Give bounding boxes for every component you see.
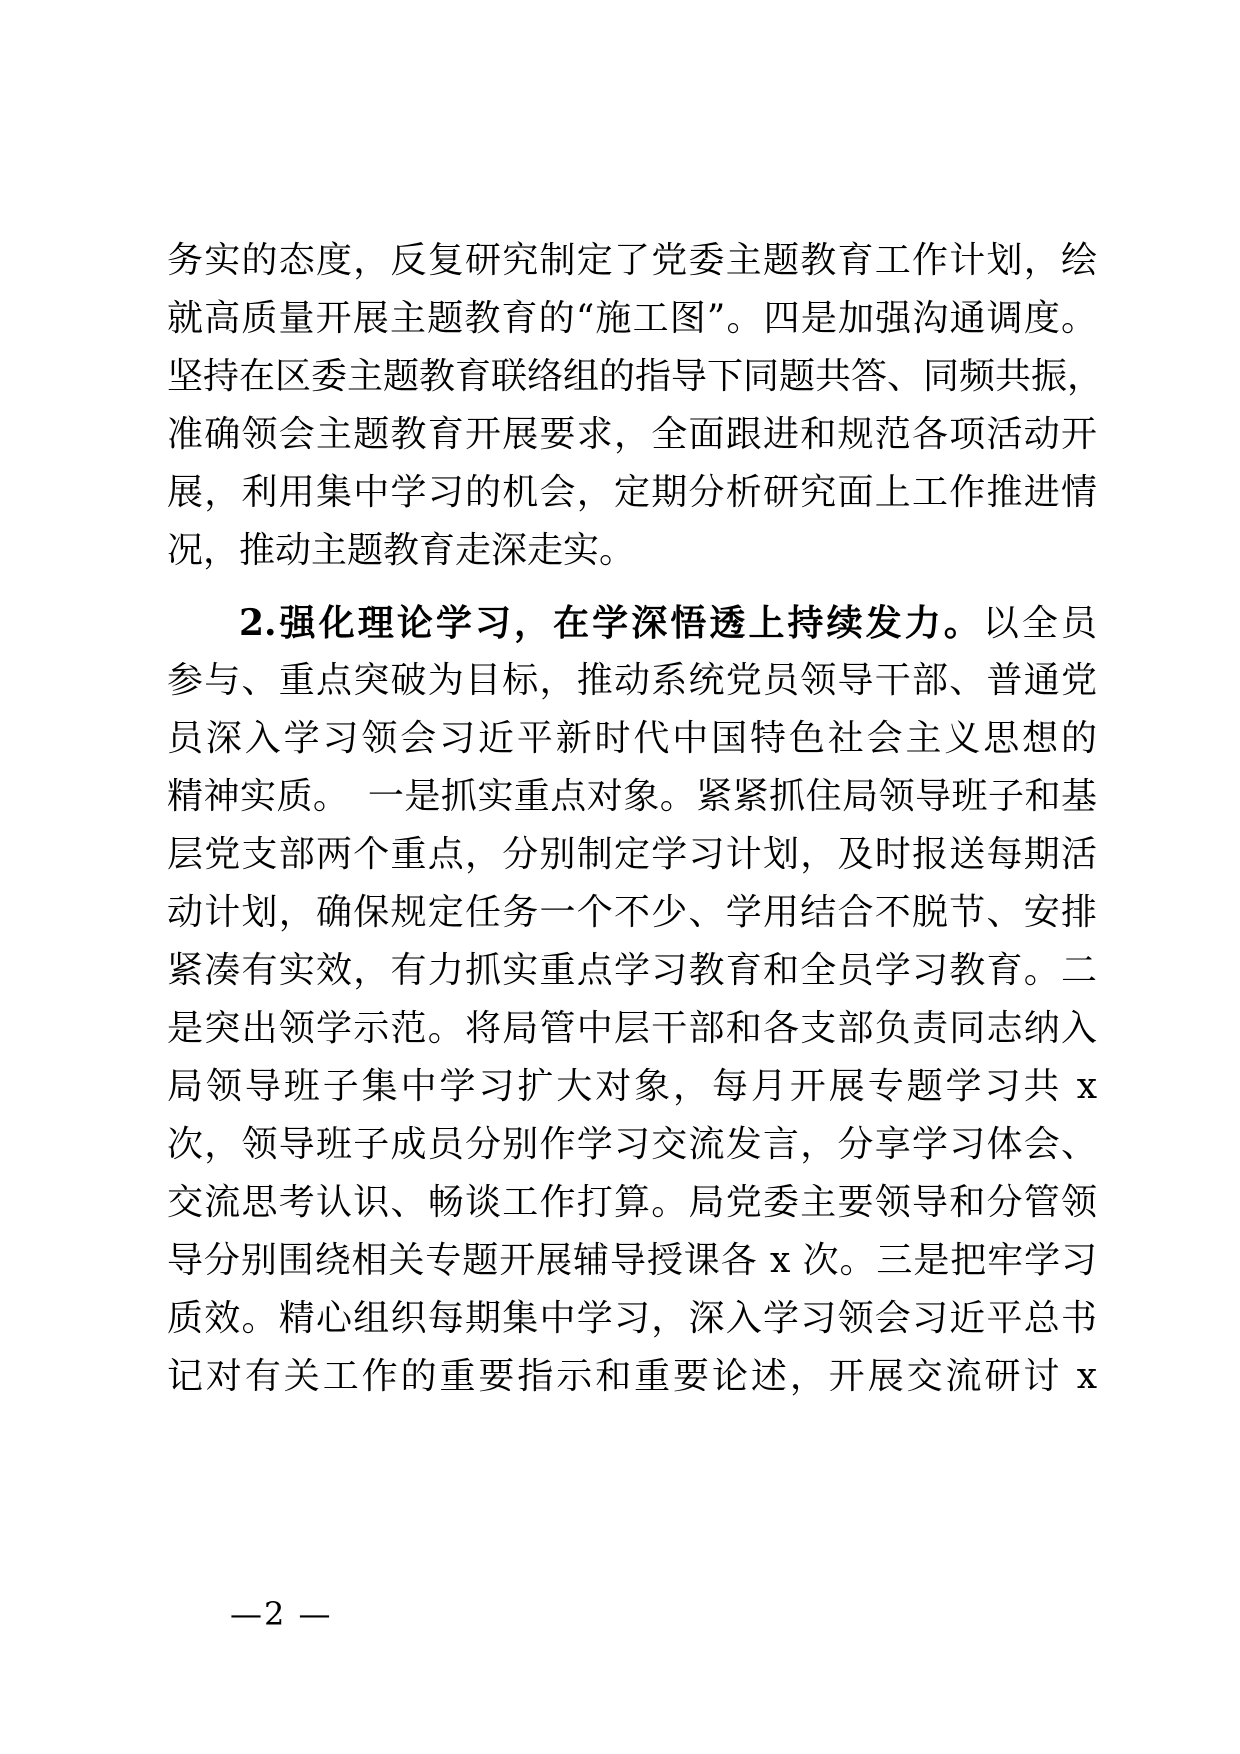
paragraph-line: 就高质量开展主题教育的“施工图”。四是加强沟通调度。 [167,298,1097,339]
paragraph-line: 局领导班子集中学习扩大对象，每月开展专题学习共 x [167,1066,1097,1107]
section-heading: 2.强化理论学习，在学深悟透上持续发力。 [239,602,983,644]
paragraph-line: 动计划，确保规定任务一个不少、学用结合不脱节、安排 [167,892,1097,933]
paragraph-line: 是突出领学示范。将局管中层干部和各支部负责同志纳入 [167,1008,1097,1049]
paragraph-2 [167,594,1097,1406]
paragraph-line: 况，推动主题教育走深走实。 [167,530,636,571]
paragraph-line: 记对有关工作的重要指示和重要论述，开展交流研讨 x [167,1356,1097,1397]
heading-continuation: 以全员 [982,603,1097,644]
paragraph-spacer [167,580,1097,594]
paragraph-line: 务实的态度，反复研究制定了党委主题教育工作计划，绘 [167,240,1097,281]
page-number: —2 — [230,1595,333,1633]
paragraph-line: 精神实质。 一是抓实重点对象。紧紧抓住局领导班子和基 [167,776,1097,817]
paragraph-line: 员深入学习领会习近平新时代中国特色社会主义思想的 [167,718,1097,759]
paragraph-line: 层党支部两个重点，分别制定学习计划，及时报送每期活 [167,834,1097,875]
paragraph-line: 坚持在区委主题教育联络组的指导下同题共答、同频共振， [167,356,1104,397]
paragraph-line: 次，领导班子成员分别作学习交流发言，分享学习体会、 [167,1124,1097,1165]
paragraph-line: 准确领会主题教育开展要求，全面跟进和规范各项活动开 [167,414,1097,455]
paragraph-line: 导分别围绕相关专题开展辅导授课各 x 次。三是把牢学习 [167,1240,1097,1281]
paragraph-line: 紧凑有实效，有力抓实重点学习教育和全员学习教育。二 [167,950,1097,991]
paragraph-1 [167,232,1104,580]
paragraph-line: 质效。精心组织每期集中学习，深入学习领会习近平总书 [167,1298,1097,1339]
document-body [167,232,1104,1406]
paragraph-line: 参与、重点突破为目标，推动系统党员领导干部、普通党 [167,660,1097,701]
paragraph-first-line [167,594,1097,652]
paragraph-line: 交流思考认识、畅谈工作打算。局党委主要领导和分管领 [167,1182,1097,1223]
paragraph-line: 展，利用集中学习的机会，定期分析研究面上工作推进情 [167,472,1097,513]
